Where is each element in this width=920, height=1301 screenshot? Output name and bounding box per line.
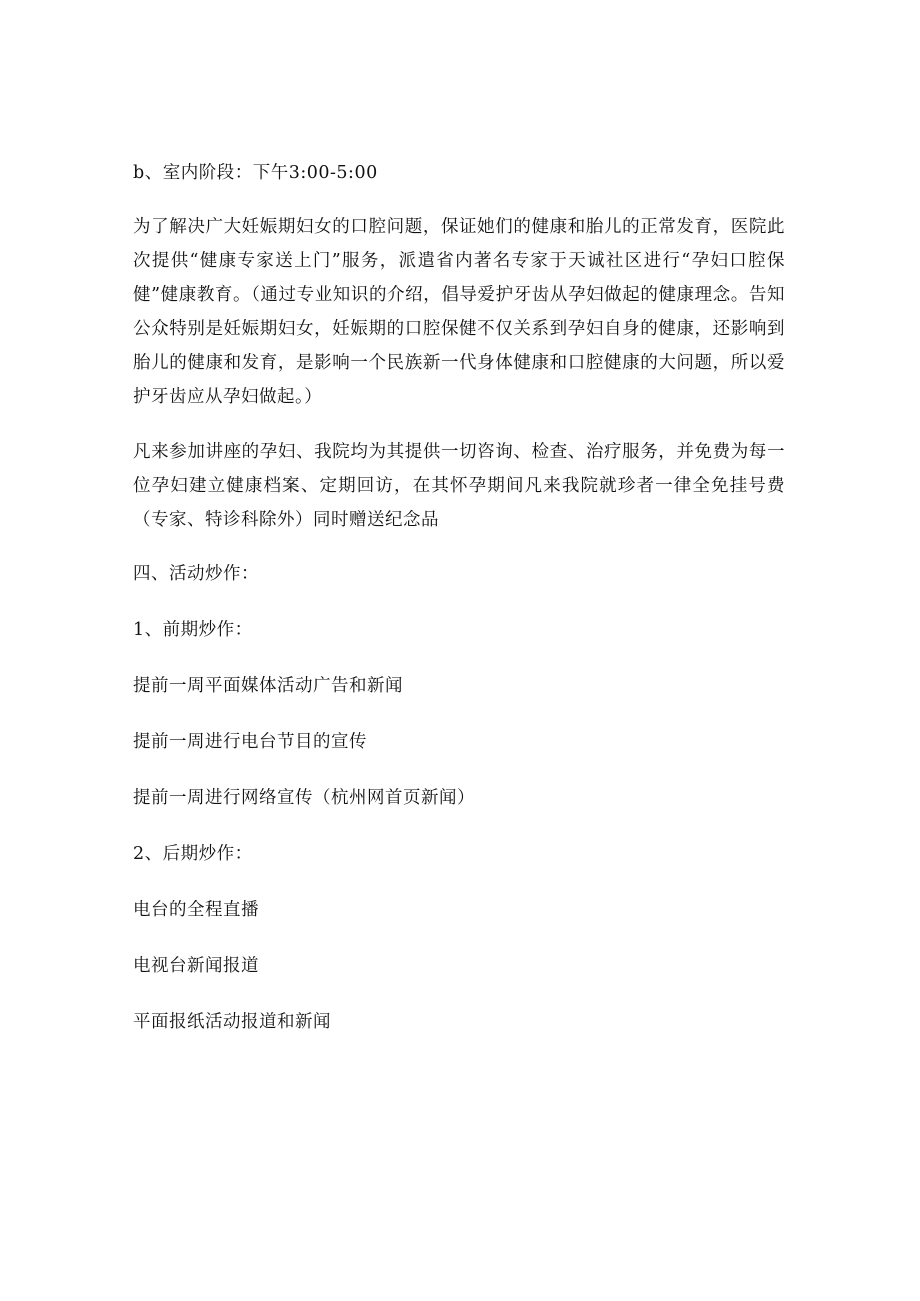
subheading-pre-promotion: 1、前期炒作： xyxy=(133,620,253,640)
subheading-post-promotion: 2、后期炒作： xyxy=(133,844,253,864)
list-item: 提前一周进行网络宣传（杭州网首页新闻） xyxy=(133,788,475,808)
document-body xyxy=(133,158,785,1037)
paragraph-services: 凡来参加讲座的孕妇、我院均为其提供一切咨询、检查、治疗服务，并免费为每一位孕妇建立健康档案、定期回访，在其怀孕期间凡来我院就珍者一律全免挂号费（专家、特诊科除外）同时赠送纪念品 xyxy=(133,442,785,530)
list-item: 提前一周平面媒体活动广告和新闻 xyxy=(133,676,403,696)
paragraph-purpose: 为了解决广大妊娠期妇女的口腔问题，保证她们的健康和胎儿的正常发育，医院此次提供“健康专家送上门”服务，派遣省内著名专家于天诚社区进行“孕妇口腔保健”健康教育。（通过专业知识的介绍，倡导爱护牙齿从孕妇做起的健康理念。告知公众特别是妊娠期妇女，妊娠期的口腔保健不仅关系到孕妇自身的健康，还影响到胎儿的健康和发育，是影响一个民族新一代身体健康和口腔健康的大问题，所以爱护牙齿应从孕妇做起。） xyxy=(133,217,785,407)
list-item: 电台的全程直播 xyxy=(133,900,259,920)
list-item: 提前一周进行电台节目的宣传 xyxy=(133,732,367,752)
section-heading-promotion: 四、活动炒作： xyxy=(133,564,259,584)
indoor-stage-heading: b、室内阶段：下午3:00-5:00 xyxy=(133,163,378,183)
list-item: 电视台新闻报道 xyxy=(133,956,259,976)
list-item: 平面报纸活动报道和新闻 xyxy=(133,1012,331,1032)
